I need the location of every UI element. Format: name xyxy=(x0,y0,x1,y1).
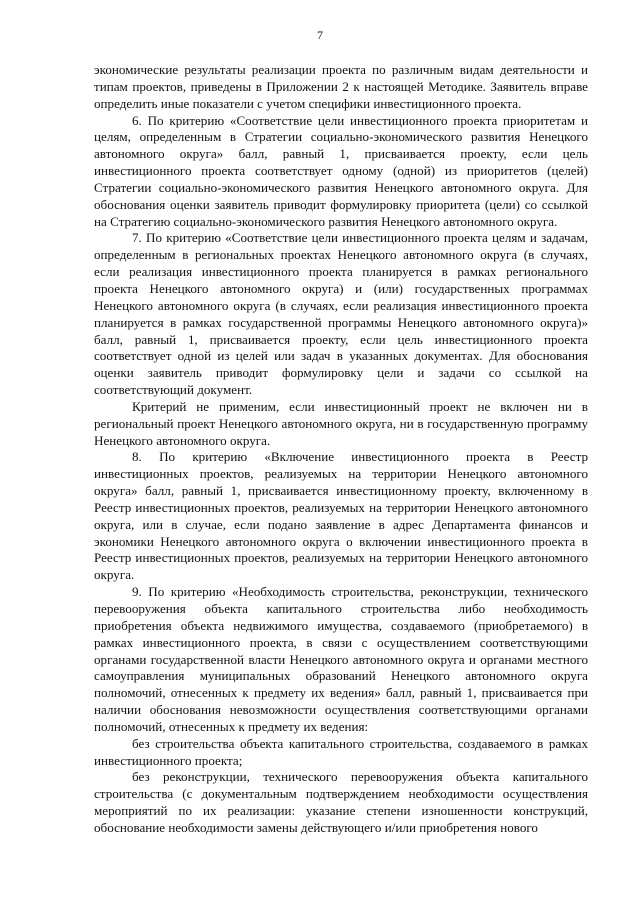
paragraph-criterion-9-item-1: без строительства объекта капитального строительства, создаваемого в рамках инвестиционного проекта; xyxy=(94,735,588,768)
page-number: 7 xyxy=(317,28,323,42)
paragraph-criterion-8: 8. По критерию «Включение инвестиционного проекта в Реестр инвестиционных проектов, реализуемых на территории Ненецкого автономного округа» балл, равный 1, присваивается инвестиционному проекту, включенному в Реестр инвестиционных проектов, реализуемых на территории Ненецкого автономного округа, или в случае, если подано заявление в адрес Департамента финансов и экономики Ненецкого автономного округа о включении инвестиционного проекта в Реестр инвестиционных проектов, реализуемых на территории Ненецкого автономного округа. xyxy=(94,449,588,583)
paragraph-criterion-6: 6. По критерию «Соответствие цели инвестиционного проекта приоритетам и целям, определенным в Стратегии социально-экономического развития Ненецкого автономного округа» балл, равный 1, присваивается проекту, если цель инвестиционного проекта соответствует одному (одной) из приоритетов (целей) Стратегии социально-экономического развития Ненецкого автономного округа. Для обоснования оценки заявитель приводит формулировку приоритета (цели) со ссылкой на Стратегию социально-экономического развития Ненецкого автономного округа. xyxy=(94,112,588,229)
paragraph-criterion-9-item-2: без реконструкции, технического перевооружения объекта капитального строительства (с документальным подтверждением необходимости осуществления мероприятий по их реализации: указание степени изношенности конструкций, обоснование необходимости замены действующего и/или приобретения нового xyxy=(94,769,588,835)
document-body xyxy=(94,62,588,837)
paragraph-criterion-7-note: Критерий не применим, если инвестиционный проект не включен ни в региональный проект Ненецкого автономного округа, ни в государственную программу Ненецкого автономного округа. xyxy=(94,398,588,448)
paragraph-criterion-9: 9. По критерию «Необходимость строительства, реконструкции, технического перевооружения объекта капитального строительства либо необходимость приобретения объекта недвижимого имущества, создаваемого (приобретаемого) в рамках инвестиционного проекта, в связи с осуществлением соответствующими органами государственной власти Ненецкого автономного округа и органами местного самоуправления муниципальных образований Ненецкого автономного округа полномочий, отнесенных к предмету их ведения» балл, равный 1, присваивается при наличии обоснования невозможности осуществления соответствующими органами полномочий, отнесенных к предмету их ведения: xyxy=(94,584,588,734)
paragraph-continuation: экономические результаты реализации проекта по различным видам деятельности и типам проектов, приведены в Приложении 2 к настоящей Методике. Заявитель вправе определить иные показатели с учетом специфики инвестиционного проекта. xyxy=(94,62,588,111)
paragraph-criterion-7: 7. По критерию «Соответствие цели инвестиционного проекта целям и задачам, определенным в региональных проектах Ненецкого автономного округа (в случаях, если реализация инвестиционного проекта планируется в рамках регионального проекта Ненецкого автономного округа) и (или) государственных программах Ненецкого автономного округа (в случаях, если реализация инвестиционного проекта планируется в рамках государственной программы Ненецкого автономного округа)» балл, равный 1, присваивается проекту, если цель инвестиционного проекта соответствует одной из целей или задач в указанных документах. Для обоснования оценки заявитель приводит формулировку цели и задачи со ссылкой на соответствующий документ. xyxy=(94,230,588,398)
